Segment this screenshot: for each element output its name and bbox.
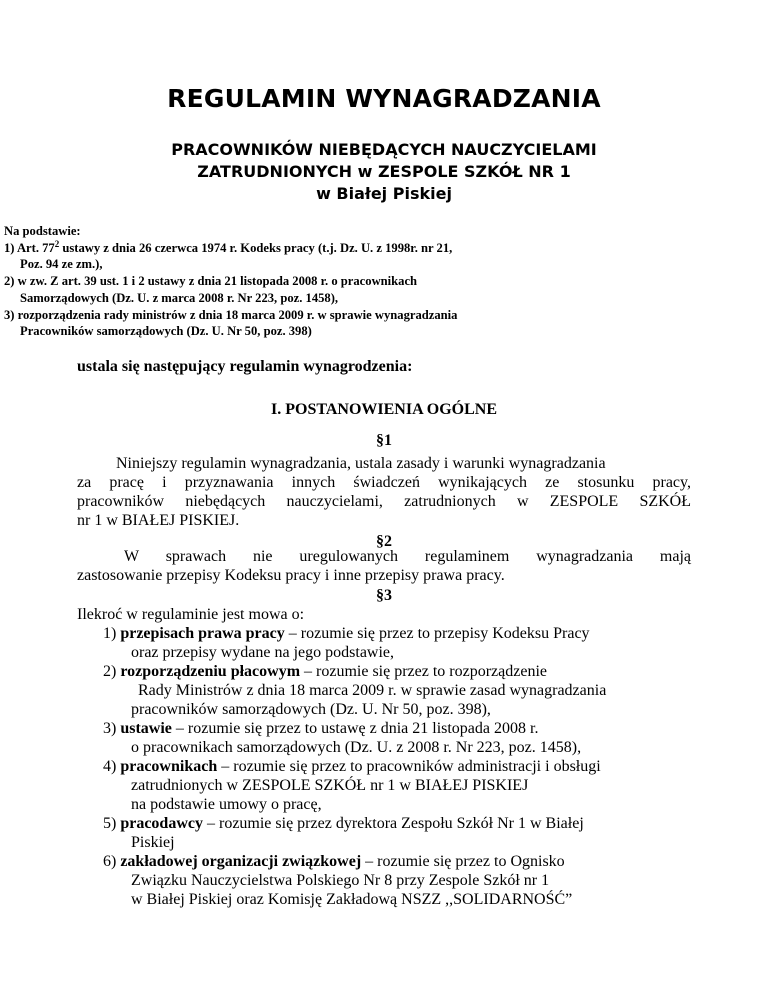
item-continuation: o pracownikach samorządowych (Dz. U. z 2008 r. Nr 223, poz. 1458),	[131, 739, 582, 756]
definition-item	[103, 625, 590, 643]
paragraph-1-line: za pracę i przyznawania innych świadczeń wynikających ze stosunku pracy,	[77, 474, 691, 491]
item-number: 6)	[103, 853, 117, 870]
definition-item	[103, 758, 601, 776]
definition-item	[103, 815, 584, 833]
item-continuation: Piskiej	[131, 834, 175, 851]
item-number: 4)	[103, 758, 117, 775]
item-continuation: na podstawie umowy o pracę,	[131, 796, 322, 813]
document-title: REGULAMIN WYNAGRADZANIA	[167, 84, 601, 113]
legal-basis-line: 2) w zw. Z art. 39 ust. 1 i 2 ustawy z dnia 21 listopada 2008 r. o pracownikach	[4, 274, 418, 289]
item-term: pracownikach	[120, 758, 218, 775]
item-text: – rozumie się przez to przepisy Kodeksu Pracy	[284, 625, 590, 642]
item-term: zakładowej organizacji związkowej	[120, 853, 362, 870]
item-continuation: Rady Ministrów z dnia 18 marca 2009 r. w sprawie zasad wynagradzania	[138, 682, 607, 699]
item-text: – rozumie się przez to ustawę z dnia 21 listopada 2008 r.	[171, 720, 539, 737]
item-text: – rozumie się przez to pracowników administracji i obsługi	[217, 758, 601, 775]
item-continuation: w Białej Piskiej oraz Komisję Zakładową NSZZ ,,SOLIDARNOŚĆ”	[131, 891, 573, 908]
paragraph-3-intro: Ilekroć w regulaminie jest mowa o:	[77, 606, 305, 623]
subtitle-line-2: ZATRUDNIONYCH w ZESPOLE SZKÓŁ NR 1	[197, 162, 571, 181]
paragraph-2-line: zastosowanie przepisy Kodeksu pracy i inne przepisy prawa pracy.	[77, 567, 505, 584]
item-continuation: zatrudnionych w ZESPOLE SZKÓŁ nr 1 w BIAŁEJ PISKIEJ	[131, 777, 529, 794]
item-term: ustawie	[120, 720, 172, 737]
establish-statement: ustala się następujący regulamin wynagrodzenia:	[77, 358, 413, 375]
item-continuation: oraz przepisy wydane na jego podstawie,	[131, 644, 395, 661]
paragraph-2-line: W sprawach nie uregulowanych regulaminem wynagradzania mają	[124, 548, 691, 565]
item-text: – rozumie się przez to rozporządzenie	[300, 663, 547, 680]
section-heading: I. POSTANOWIENIA OGÓLNE	[271, 401, 497, 418]
legal-basis-heading: Na podstawie:	[4, 224, 81, 238]
legal-basis-line: 1) Art. $77^2$ ustawy z dnia 26 czerwca 1974 r. Kodeks pracy (t.j. Dz. U. z 1998r. nr 21,	[4, 238, 453, 255]
item-text: – rozumie się przez to Ognisko	[361, 853, 565, 870]
subtitle-line-3: w Białej Piskiej	[316, 184, 452, 203]
item-term: pracodawcy	[120, 815, 203, 832]
definition-item	[103, 720, 538, 738]
paragraph-1-line: pracowników niebędących nauczycielami, zatrudnionych w ZESPOLE SZKÓŁ	[77, 493, 691, 510]
paragraph-1-mark: §1	[376, 432, 392, 449]
definition-item	[103, 853, 565, 871]
legal-basis	[4, 223, 704, 340]
item-continuation: pracowników samorządowych (Dz. U. Nr 50, poz. 398),	[131, 701, 491, 718]
subtitle-line-1: PRACOWNIKÓW NIEBĘDĄCYCH NAUCZYCIELAMI	[171, 140, 597, 159]
item-text: – rozumie się przez dyrektora Zespołu Szkół Nr 1 w Białej	[202, 815, 584, 832]
definition-item	[103, 663, 547, 681]
item-term: rozporządzeniu płacowym	[120, 663, 301, 680]
item-continuation: Związku Nauczycielstwa Polskiego Nr 8 przy Zespole Szkół nr 1	[131, 872, 550, 889]
item-number: 1)	[103, 625, 117, 642]
paragraph-1-line: nr 1 w BIAŁEJ PISKIEJ.	[77, 512, 240, 529]
item-number: 3)	[103, 720, 117, 737]
legal-basis-line: Poz. 94 ze zm.),	[20, 257, 103, 272]
item-term: przepisach prawa pracy	[120, 625, 285, 642]
paragraph-3-mark: §3	[376, 587, 392, 604]
paragraph-2-mark: §2	[376, 533, 392, 550]
paragraph-1-line: Niniejszy regulamin wynagradzania, ustala zasady i warunki wynagradzania	[116, 455, 606, 472]
item-number: 2)	[103, 663, 117, 680]
item-number: 5)	[103, 815, 117, 832]
legal-basis-line: Pracowników samorządowych (Dz. U. Nr 50, poz. 398)	[20, 324, 312, 339]
legal-basis-line: Samorządowych (Dz. U. z marca 2008 r. Nr 223, poz. 1458),	[20, 290, 339, 305]
legal-basis-line: 3) rozporządzenia rady ministrów z dnia 18 marca 2009 r. w sprawie wynagradzania	[4, 307, 458, 322]
